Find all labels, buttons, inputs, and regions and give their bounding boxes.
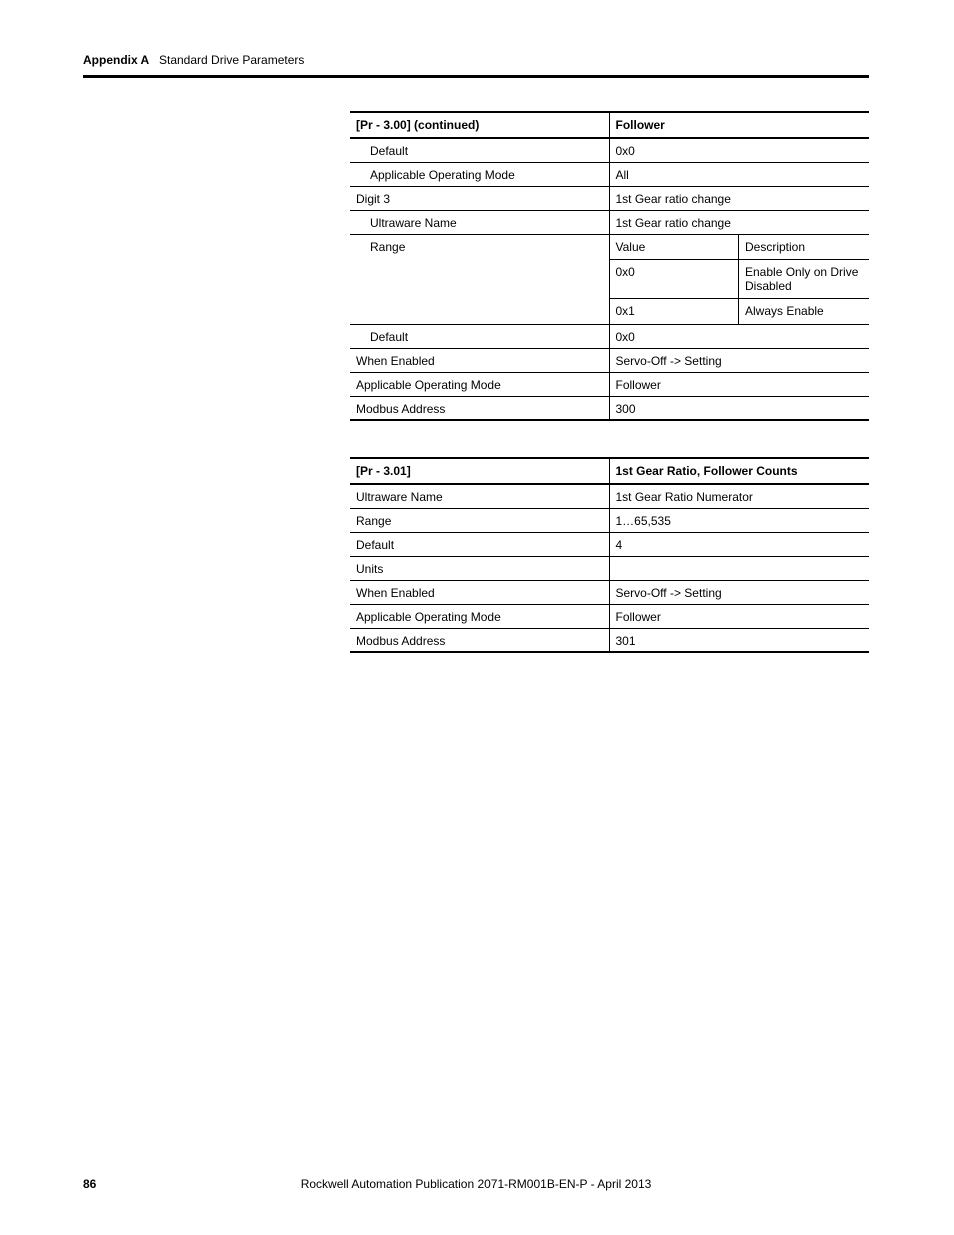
range-option-row [610,260,870,299]
page-header [83,53,869,75]
table-header-row [350,112,869,138]
section-title: Standard Drive Parameters [159,53,305,67]
row-label: Applicable Operating Mode [350,604,609,628]
row-value: 1st Gear ratio change [609,210,869,234]
row-label: Modbus Address [350,396,609,420]
row-value: Servo-Off -> Setting [609,580,869,604]
table-row [350,484,869,508]
row-value: 1…65,535 [609,508,869,532]
table-row [350,186,869,210]
publication-info: Rockwell Automation Publication 2071-RM001B-EN-P - April 2013 [300,1177,652,1191]
row-label: Range [350,508,609,532]
table-row [350,604,869,628]
row-value: Servo-Off -> Setting [609,348,869,372]
range-header-value: Value [610,235,739,260]
row-value: 1st Gear ratio change [609,186,869,210]
range-option-value: 0x0 [610,260,739,299]
header-rule [83,75,869,78]
row-label: When Enabled [350,348,609,372]
table-row [350,324,869,348]
row-value: 0x0 [609,324,869,348]
parameter-table-3-01 [350,457,869,653]
appendix-label: Appendix A [83,53,150,67]
row-label: Ultraware Name [350,210,609,234]
row-value: 4 [609,532,869,556]
row-label: Default [350,532,609,556]
page-number: 86 [83,1177,97,1191]
table-row [350,628,869,652]
range-label: Range [350,234,609,324]
row-value: 1st Gear Ratio Numerator [609,484,869,508]
table-header-param: [Pr - 3.01] [350,458,609,484]
row-value [609,556,869,580]
table-row [350,556,869,580]
range-option-value: 0x1 [610,299,739,324]
row-label: Applicable Operating Mode [350,372,609,396]
table-row [350,396,869,420]
table-row [350,210,869,234]
range-cell [609,234,869,324]
table-row [350,138,869,162]
row-label: Modbus Address [350,628,609,652]
table-row [350,508,869,532]
table-row [350,580,869,604]
table-header-param: [Pr - 3.00] (continued) [350,112,609,138]
table-row [350,162,869,186]
row-value: 0x0 [609,138,869,162]
table-header-value: Follower [609,112,869,138]
range-table [610,235,870,324]
row-label: Applicable Operating Mode [350,162,609,186]
row-label: Default [350,324,609,348]
row-value: 300 [609,396,869,420]
range-row [350,234,869,324]
range-option-description: Always Enable [745,304,824,318]
row-label: Default [350,138,609,162]
table-header-value: 1st Gear Ratio, Follower Counts [609,458,869,484]
row-value: 301 [609,628,869,652]
range-header-description: Description [739,235,870,260]
table-row [350,532,869,556]
row-label: Ultraware Name [350,484,609,508]
row-value: Follower [609,372,869,396]
table-row [350,348,869,372]
row-value: Follower [609,604,869,628]
row-label: When Enabled [350,580,609,604]
table-header-row [350,458,869,484]
parameter-table-3-00 [350,111,869,421]
range-header-row [610,235,870,260]
range-option-description: Enable Only on Drive Disabled [739,260,870,299]
range-option-row [610,299,870,324]
row-label: Units [350,556,609,580]
table-row [350,372,869,396]
row-label: Digit 3 [350,186,609,210]
row-value: All [609,162,869,186]
